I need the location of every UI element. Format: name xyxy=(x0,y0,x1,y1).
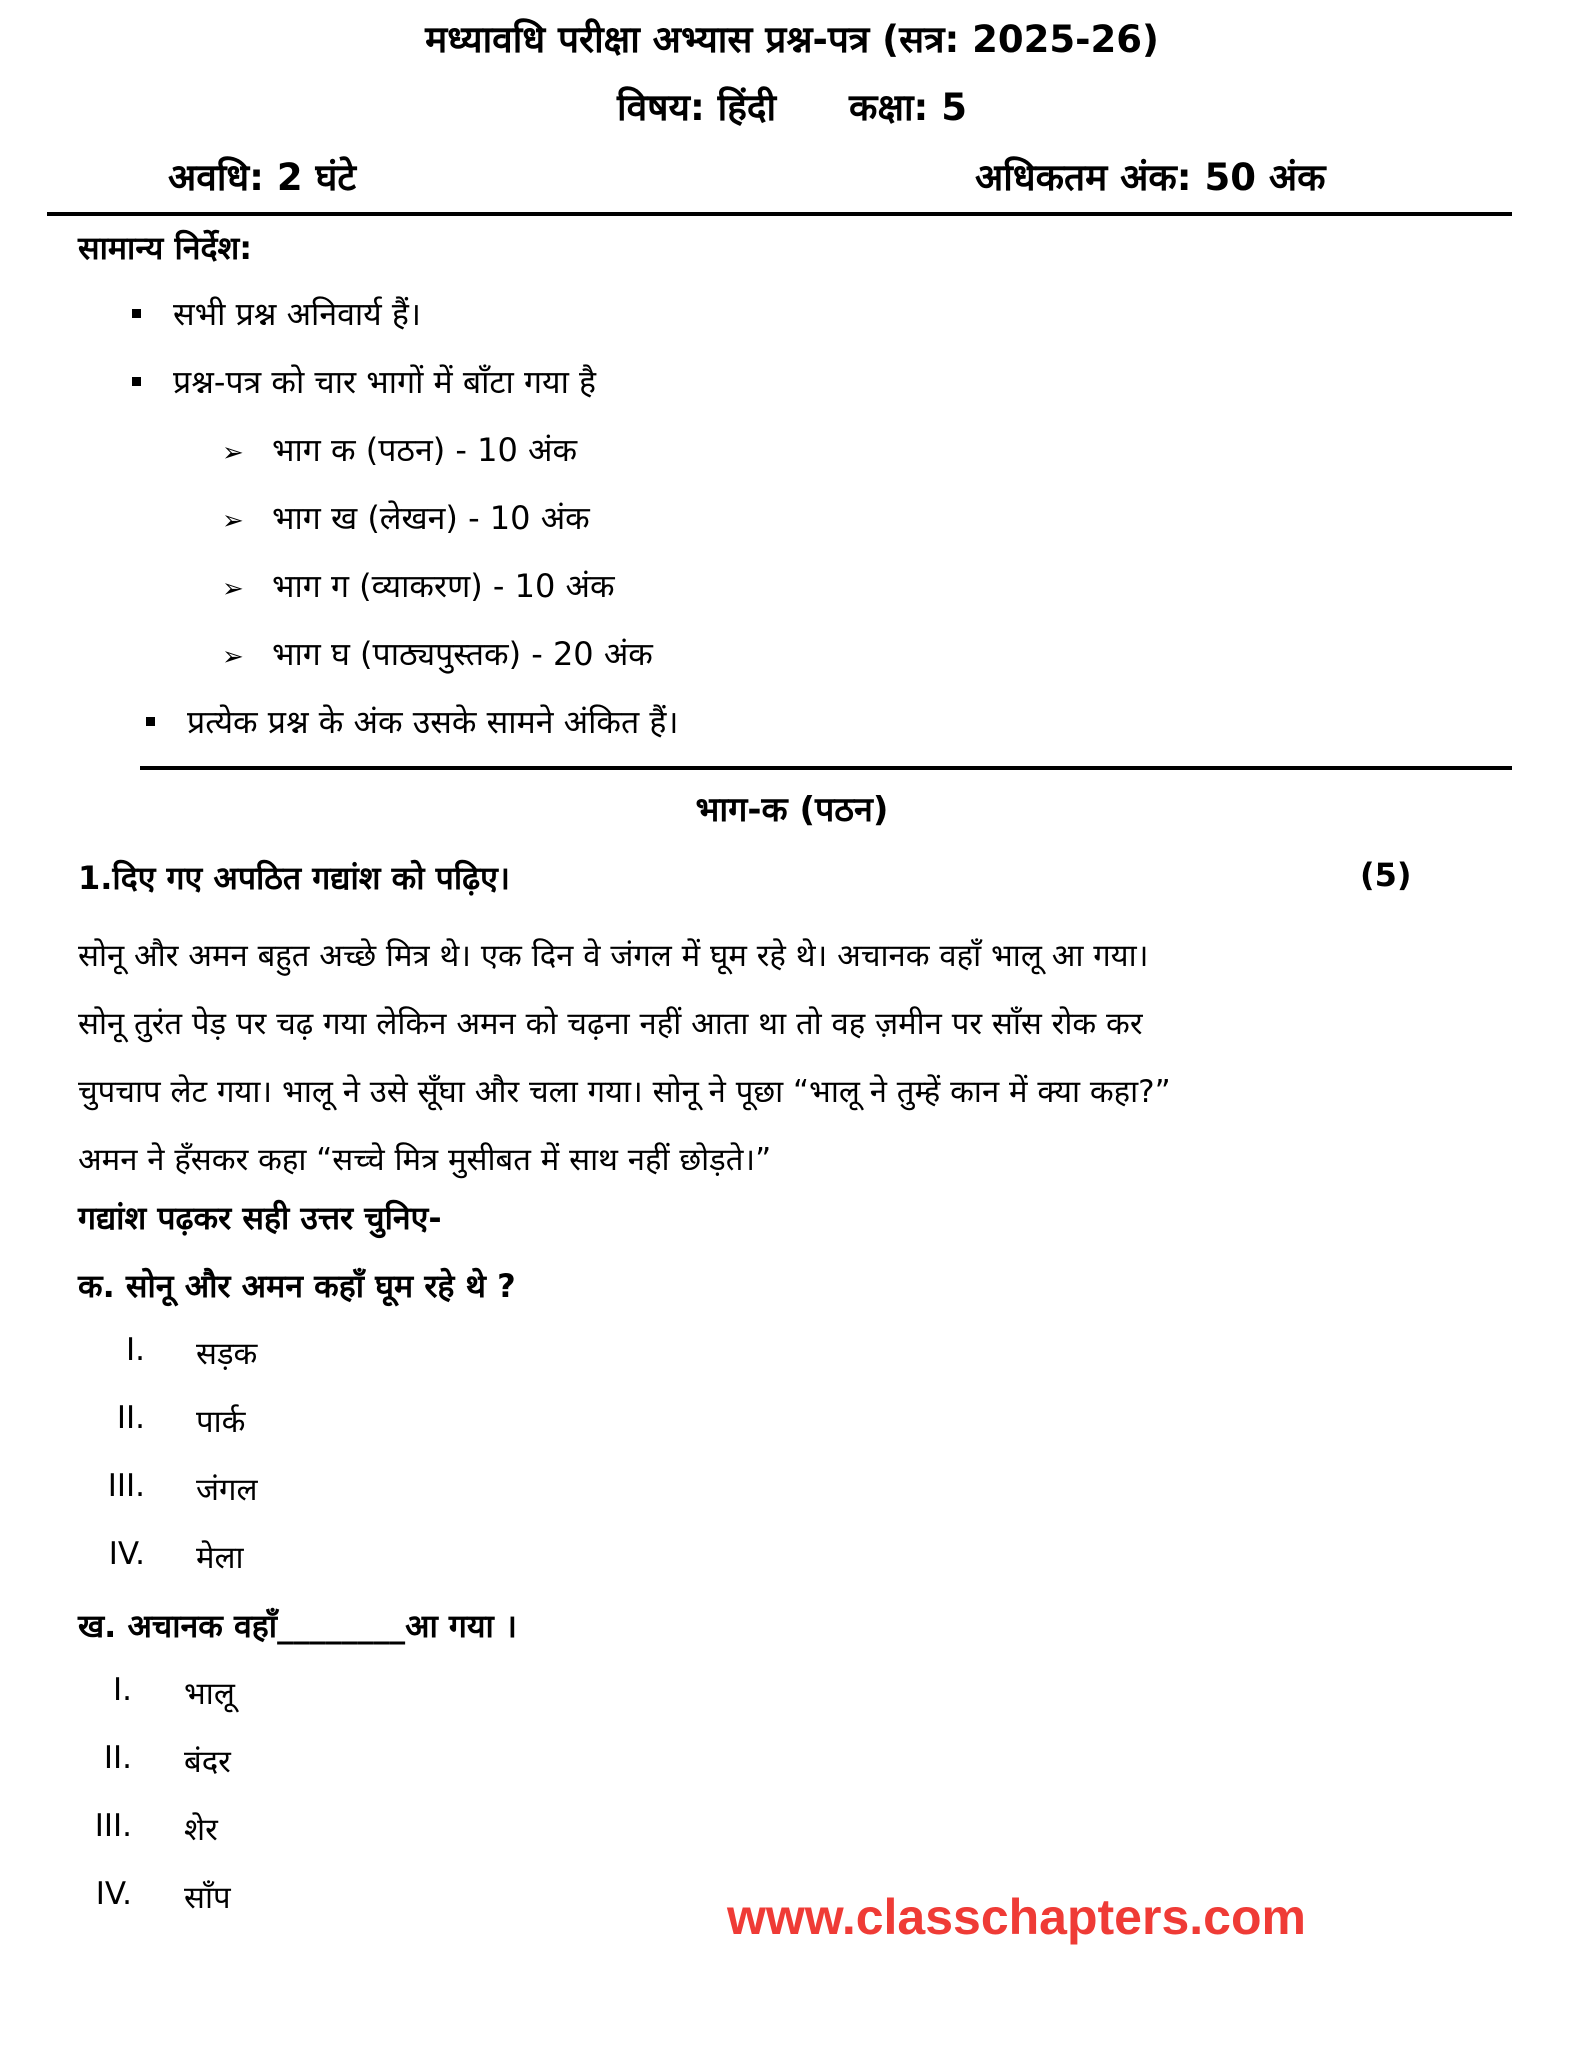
arrow-bullet-icon: ➢ xyxy=(222,438,244,468)
arrow-bullet-icon: ➢ xyxy=(222,506,244,536)
section-title: भाग-क (पठन) xyxy=(695,790,889,830)
sub-question-ka: क. सोनू और अमन कहाँ घूम रहे थे ? xyxy=(78,1267,516,1305)
passage-line: सोनू तुरंत पेड़ पर चढ़ गया लेकिन अमन को चढ़ना नहीं आता था तो वह ज़मीन पर साँस रोक कर xyxy=(78,1006,1143,1042)
square-bullet-icon xyxy=(146,717,155,726)
option-number: II. xyxy=(103,1740,132,1776)
passage-line: अमन ने हँसकर कहा “सच्चे मित्र मुसीबत में साथ नहीं छोड़ते।” xyxy=(78,1142,772,1178)
option-text: शेर xyxy=(184,1812,218,1848)
option-text: मेला xyxy=(196,1540,244,1576)
option-text: जंगल xyxy=(196,1472,258,1508)
option-number: I. xyxy=(126,1332,145,1368)
question-prompt: 1.दिए गए अपठित गद्यांश को पढ़िए। xyxy=(78,859,510,897)
unseen-passage xyxy=(78,922,1508,1194)
header-divider xyxy=(47,212,1512,216)
sub-question-kha: ख. अचानक वहाँ________आ गया । xyxy=(78,1607,518,1645)
fill-in-blank: ________ xyxy=(277,1607,406,1645)
instruction-item: सभी प्रश्न अनिवार्य हैं। xyxy=(132,292,421,335)
instruction-subitem: ➢ भाग क (पठन) - 10 अंक xyxy=(222,431,578,469)
instruction-item: प्रश्न-पत्र को चार भागों में बाँटा गया है xyxy=(132,360,596,403)
duration-label: अवधि: 2 घंटे xyxy=(168,156,356,199)
arrow-bullet-icon: ➢ xyxy=(222,574,244,604)
option-number: II. xyxy=(116,1400,145,1436)
subject-class-line xyxy=(0,80,1584,131)
class-label: कक्षा: 5 xyxy=(849,86,967,129)
question-instruction: गद्यांश पढ़कर सही उत्तर चुनिए- xyxy=(78,1199,442,1237)
section-divider xyxy=(140,766,1512,770)
option-number: III. xyxy=(107,1468,145,1504)
option-text: सड़क xyxy=(196,1336,258,1372)
passage-line: सोनू और अमन बहुत अच्छे मित्र थे। एक दिन वे जंगल में घूम रहे थे। अचानक वहाँ भालू आ गया। xyxy=(78,938,1149,974)
instruction-subitem: ➢ भाग घ (पाठ्यपुस्तक) - 20 अंक xyxy=(222,635,653,673)
instruction-subitem: ➢ भाग ख (लेखन) - 10 अंक xyxy=(222,499,590,537)
instruction-subitem: ➢ भाग ग (व्याकरण) - 10 अंक xyxy=(222,567,615,605)
passage-line: चुपचाप लेट गया। भालू ने उसे सूँघा और चला गया। सोनू ने पूछा “भालू ने तुम्हें कान में क्या कहा?” xyxy=(78,1074,1171,1110)
option-number: I. xyxy=(113,1672,132,1708)
website-watermark[interactable]: www.classchapters.com xyxy=(727,1889,1306,1945)
instruction-item: प्रत्येक प्रश्न के अंक उसके सामने अंकित हैं। xyxy=(146,700,679,743)
instructions-heading: सामान्य निर्देश: xyxy=(78,229,253,267)
subject-label: विषय: हिंदी xyxy=(617,86,777,129)
option-text: पार्क xyxy=(196,1404,246,1440)
option-number: III. xyxy=(94,1808,132,1844)
arrow-bullet-icon: ➢ xyxy=(222,642,244,672)
square-bullet-icon xyxy=(132,309,141,318)
option-number: IV. xyxy=(108,1536,145,1572)
option-text: भालू xyxy=(184,1676,235,1712)
max-marks-label: अधिकतम अंक: 50 अंक xyxy=(975,156,1326,199)
square-bullet-icon xyxy=(132,377,141,386)
question-marks: (5) xyxy=(1360,856,1412,894)
option-text: साँप xyxy=(184,1880,231,1916)
option-text: बंदर xyxy=(184,1744,231,1780)
option-number: IV. xyxy=(95,1876,132,1912)
paper-title: मध्यावधि परीक्षा अभ्यास प्रश्न-पत्र (सत्र: 2025-26) xyxy=(425,18,1159,61)
